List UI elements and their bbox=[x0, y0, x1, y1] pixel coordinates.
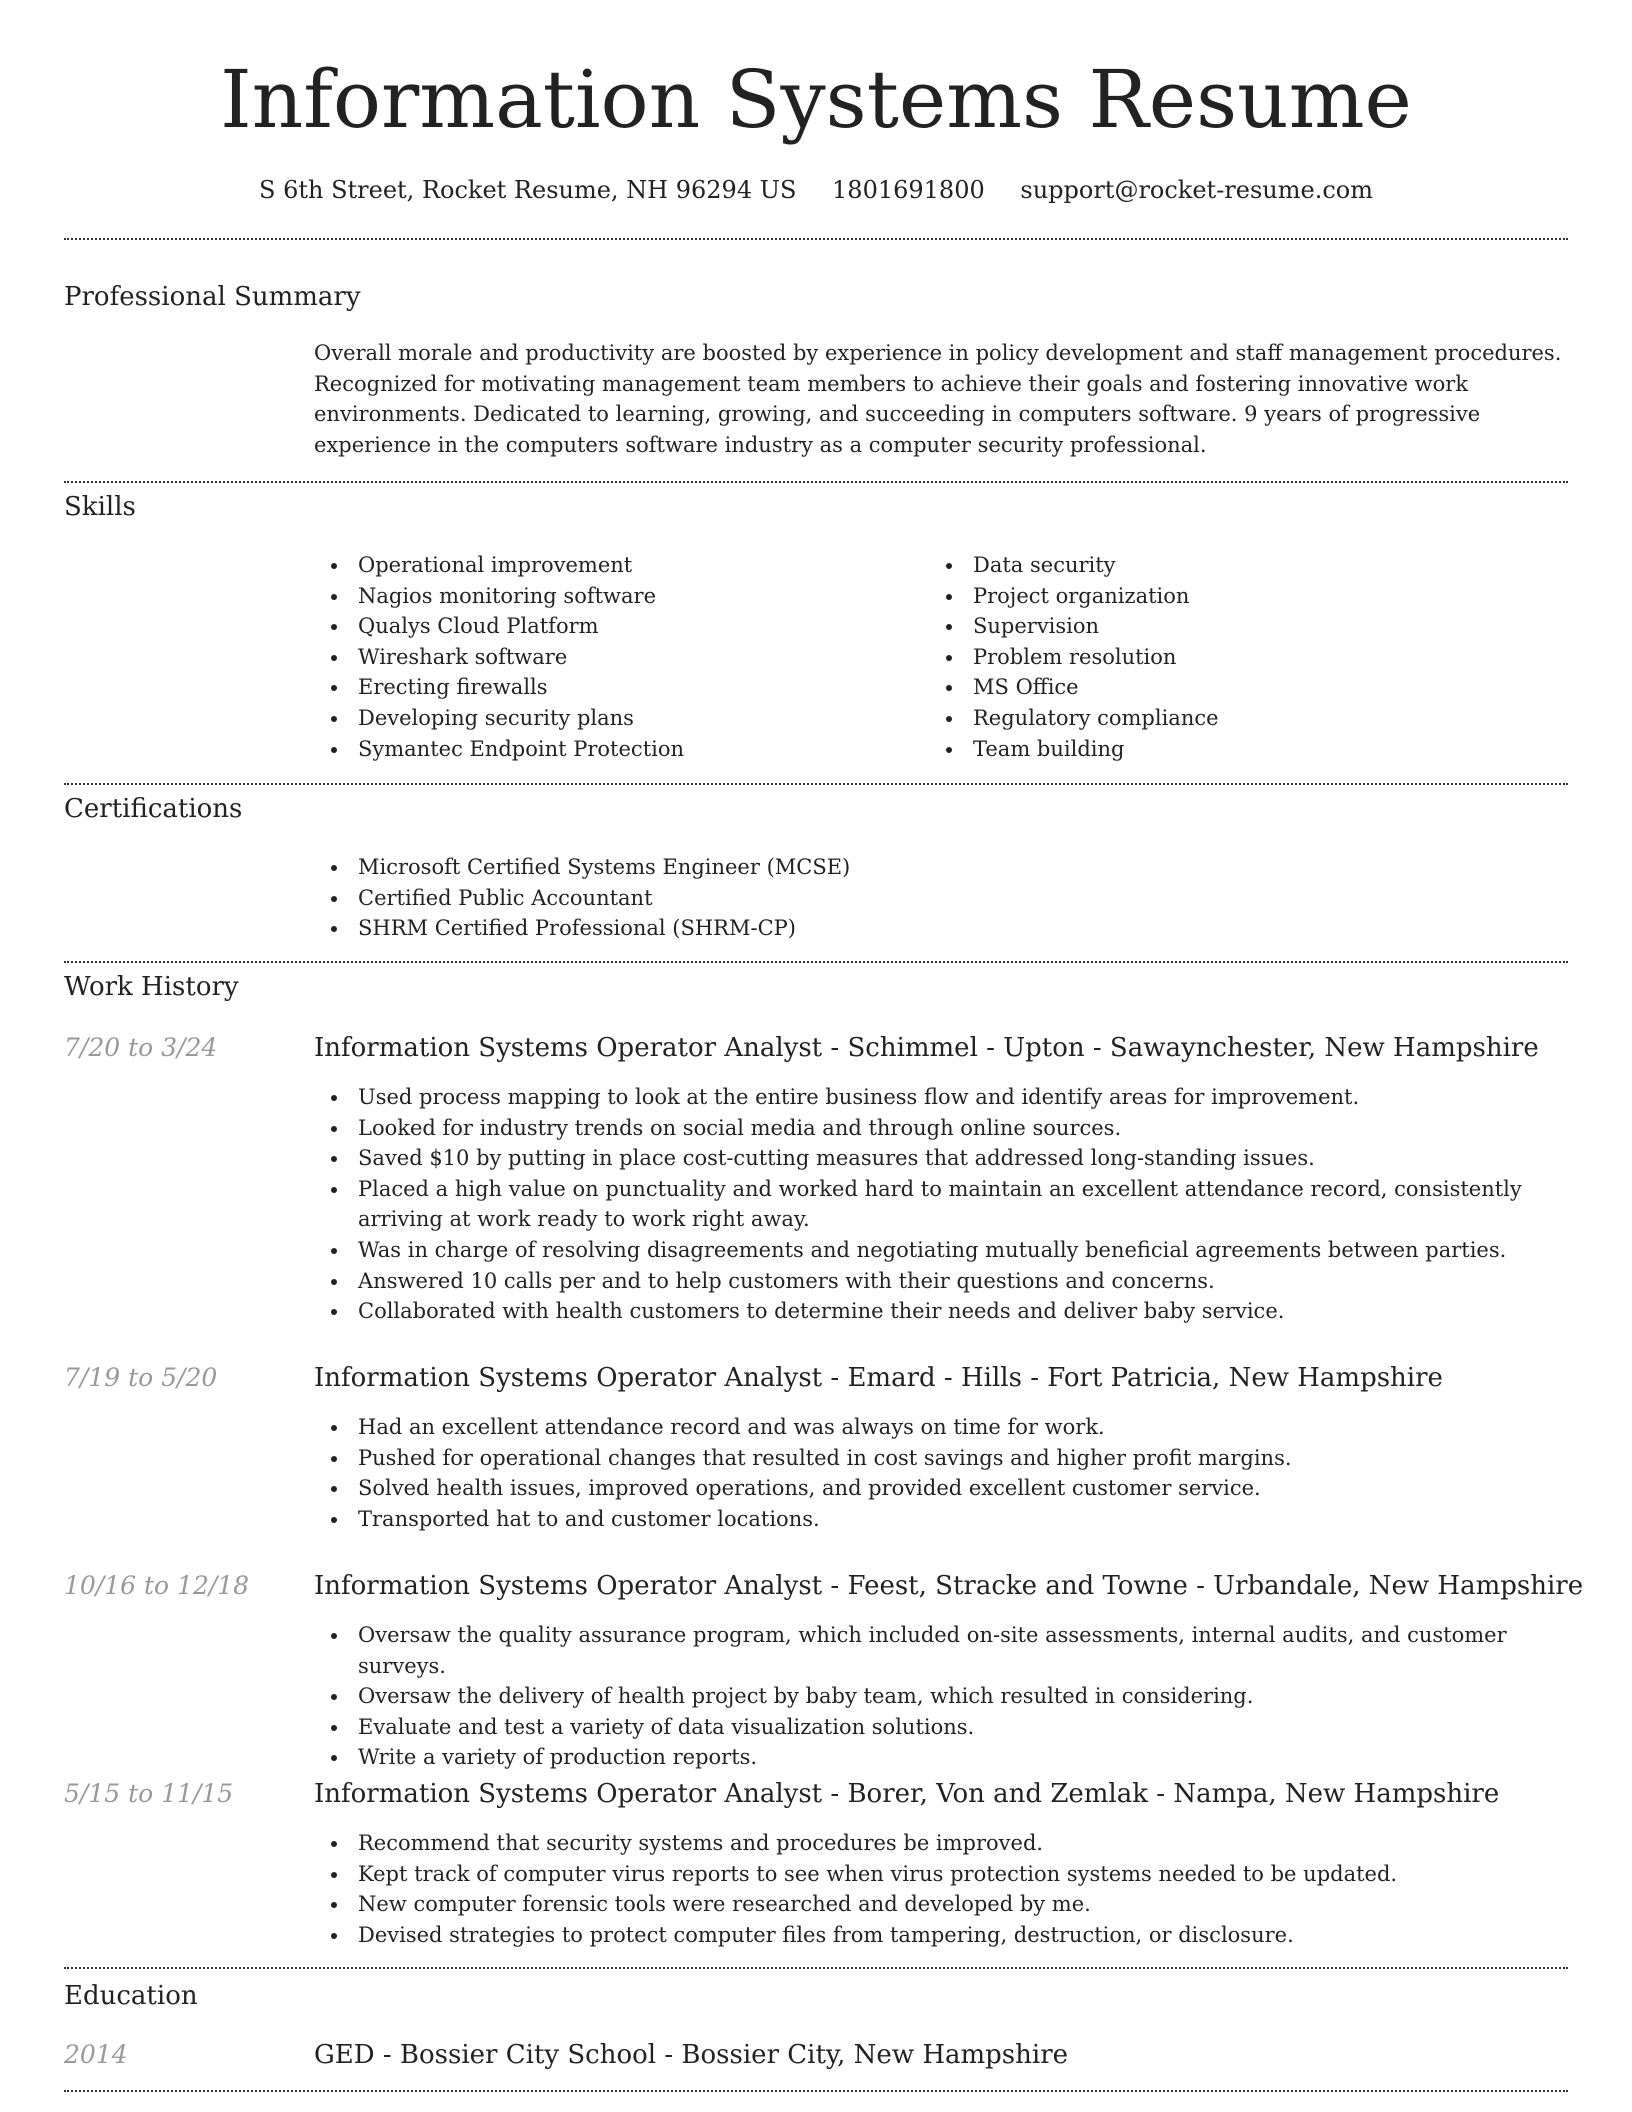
list-item: Project organization bbox=[929, 581, 1529, 612]
list-item: Collaborated with health customers to determine their needs and deliver baby service. bbox=[314, 1296, 1568, 1327]
list-item: Was in charge of resolving disagreements and negotiating mutually beneficial agreements between parties. bbox=[314, 1235, 1568, 1266]
list-item: Symantec Endpoint Protection bbox=[314, 734, 914, 765]
list-item: Wireshark software bbox=[314, 642, 914, 673]
list-item: Problem resolution bbox=[929, 642, 1529, 673]
contact-address: S 6th Street, Rocket Resume, NH 96294 US bbox=[259, 176, 797, 204]
divider bbox=[64, 783, 1568, 785]
list-item: Saved $10 by putting in place cost-cutting measures that addressed long-standing issues. bbox=[314, 1143, 1568, 1174]
job-bullets bbox=[314, 1412, 1568, 1534]
list-item: Qualys Cloud Platform bbox=[314, 611, 914, 642]
divider bbox=[64, 481, 1568, 483]
list-item: Used process mapping to look at the entire business flow and identify areas for improvement. bbox=[314, 1082, 1568, 1113]
job-bullets bbox=[314, 1828, 1568, 1950]
work-history-heading: Work History bbox=[64, 972, 239, 1002]
list-item: Supervision bbox=[929, 611, 1529, 642]
job-title: Information Systems Operator Analyst - Emard - Hills - Fort Patricia, New Hampshire bbox=[314, 1363, 1443, 1393]
list-item: Operational improvement bbox=[314, 550, 914, 581]
divider bbox=[64, 2090, 1568, 2092]
list-item: Developing security plans bbox=[314, 703, 914, 734]
list-item: Regulatory compliance bbox=[929, 703, 1529, 734]
list-item: Devised strategies to protect computer files from tampering, destruction, or disclosure. bbox=[314, 1920, 1568, 1951]
education-year: 2014 bbox=[64, 2040, 128, 2069]
list-item: Data security bbox=[929, 550, 1529, 581]
divider bbox=[64, 961, 1568, 963]
list-item: Microsoft Certified Systems Engineer (MCSE) bbox=[314, 852, 1568, 883]
list-item: Looked for industry trends on social media and through online sources. bbox=[314, 1113, 1568, 1144]
job-dates: 7/19 to 5/20 bbox=[64, 1363, 218, 1392]
list-item: Recommend that security systems and procedures be improved. bbox=[314, 1828, 1568, 1859]
job-dates: 7/20 to 3/24 bbox=[64, 1033, 218, 1062]
job-dates: 10/16 to 12/18 bbox=[64, 1571, 250, 1600]
list-item: Solved health issues, improved operations, and provided excellent customer service. bbox=[314, 1473, 1568, 1504]
list-item: Oversaw the delivery of health project by baby team, which resulted in considering. bbox=[314, 1681, 1568, 1712]
divider bbox=[64, 1967, 1568, 1969]
contact-email: support@rocket-resume.com bbox=[1020, 176, 1373, 204]
summary-heading: Professional Summary bbox=[64, 282, 361, 312]
list-item: Placed a high value on punctuality and worked hard to maintain an excellent attendance record, consistently arriving at work ready to work right away. bbox=[314, 1174, 1568, 1235]
certifications-heading: Certifications bbox=[64, 794, 243, 824]
list-item: Kept track of computer virus reports to see when virus protection systems needed to be updated. bbox=[314, 1859, 1568, 1890]
divider bbox=[64, 238, 1568, 240]
list-item: Answered 10 calls per and to help customers with their questions and concerns. bbox=[314, 1266, 1568, 1297]
education-heading: Education bbox=[64, 1981, 198, 2011]
job-dates: 5/15 to 11/15 bbox=[64, 1779, 234, 1808]
certifications-list bbox=[314, 852, 1568, 944]
list-item: Team building bbox=[929, 734, 1529, 765]
resume-title: Information Systems Resume bbox=[220, 53, 1412, 146]
job-title: Information Systems Operator Analyst - Schimmel - Upton - Sawaynchester, New Hampshire bbox=[314, 1033, 1539, 1063]
list-item: SHRM Certified Professional (SHRM-CP) bbox=[314, 913, 1568, 944]
list-item: MS Office bbox=[929, 672, 1529, 703]
skills-heading: Skills bbox=[64, 492, 136, 522]
contact-phone: 1801691800 bbox=[832, 176, 985, 204]
skills-list-right bbox=[929, 550, 1529, 764]
job-title: Information Systems Operator Analyst - Borer, Von and Zemlak - Nampa, New Hampshire bbox=[314, 1779, 1500, 1809]
list-item: Erecting firewalls bbox=[314, 672, 914, 703]
skills-list-left bbox=[314, 550, 914, 764]
list-item: Had an excellent attendance record and was always on time for work. bbox=[314, 1412, 1568, 1443]
job-bullets bbox=[314, 1620, 1568, 1773]
list-item: Pushed for operational changes that resulted in cost savings and higher profit margins. bbox=[314, 1443, 1568, 1474]
list-item: Oversaw the quality assurance program, which included on-site assessments, internal audits, and customer surveys. bbox=[314, 1620, 1568, 1681]
job-bullets bbox=[314, 1082, 1568, 1327]
list-item: Certified Public Accountant bbox=[314, 883, 1568, 914]
list-item: Write a variety of production reports. bbox=[314, 1742, 1568, 1773]
contact-line bbox=[0, 170, 1632, 210]
education-degree: GED - Bossier City School - Bossier City, New Hampshire bbox=[314, 2040, 1069, 2070]
list-item: New computer forensic tools were researched and developed by me. bbox=[314, 1889, 1568, 1920]
job-title: Information Systems Operator Analyst - Feest, Stracke and Towne - Urbandale, New Hampshire bbox=[314, 1571, 1584, 1601]
list-item: Evaluate and test a variety of data visualization solutions. bbox=[314, 1712, 1568, 1743]
list-item: Nagios monitoring software bbox=[314, 581, 914, 612]
list-item: Transported hat to and customer locations. bbox=[314, 1504, 1568, 1535]
summary-text: Overall morale and productivity are boosted by experience in policy development and staff management procedures. Recognized for motivating management team members to achieve their goals and fostering innovative work environments. Dedicated to learning, growing, and succeeding in computers software. 9 years of progressive experience in the computers software industry as a computer security professional. bbox=[314, 341, 1562, 457]
